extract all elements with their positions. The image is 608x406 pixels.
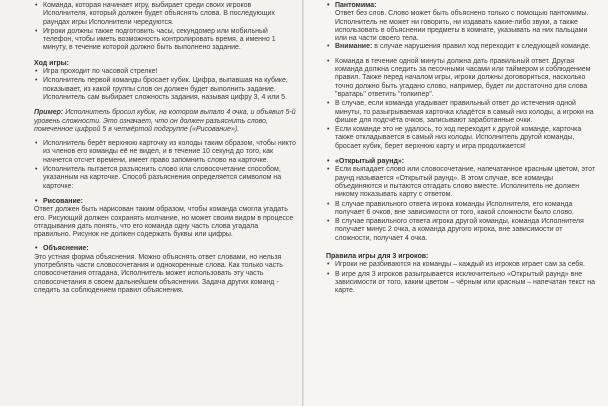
list-item: • Игроки должны также подготовить часы, секундомер или мобильный телефон, чтобы иметь возможность контролировать время, а именно 1 минуту, в течение которой должно быть выполнено задание. bbox=[34, 28, 296, 53]
three-players-heading: Правила игры для 3 игроков: bbox=[326, 253, 429, 261]
list-item: • Игра проходит по часовой стрелке! bbox=[34, 68, 296, 76]
open-round-list bbox=[326, 166, 598, 243]
list-item: • Исполнитель первой команды бросает кубик. Цифра, выпавшая на кубике, показывает, из какой группы слов он должен будет выполнить задание. Исполнитель сам выбирает сложность задания, называя цифру 3, 4 или 5. bbox=[34, 77, 296, 102]
explain-text: Это устная форма объяснения. Можно объяснять ответ словами, но нельзя употреблять части словосочетания и однокоренные слова. Как только часть словосочетания отгадана, Исполнитель может использовать эту часть словосочетания в своем дальнейшем объяснении. Задача других команд - следить за соблюдением правил объяснения. bbox=[34, 253, 283, 294]
list-item: • Команда, которая начинает игру, выбирает среди своих игроков Исполнителя, который должен будет объяснять слова. В последующих раундах игры Исполнители чередуются. bbox=[34, 2, 296, 27]
attention-item bbox=[326, 43, 598, 51]
list-item: • Если команде это не удалось, то ход переходит к другой команде, карточка также откладывается в самый низ колоды. Исполнитель другой команды, бросает кубик, берет верхнюю карту и игра продолжается! bbox=[326, 126, 598, 151]
rules-list bbox=[326, 58, 598, 151]
pantomime-heading: • Пантомима: bbox=[326, 2, 598, 10]
example-label: Пример: bbox=[34, 109, 64, 117]
list-item: • Команда в течение одной минуты должна дать правильный ответ. Другая команда должна следить за песочными часами или таймером и соблюдением правил. Также перед началом игры, игроки должны договориться, насколько точно должно быть угадано слово, например, будет ли достаточно для слова "вратарь" ответить "голкипер". bbox=[326, 58, 598, 99]
course-list bbox=[34, 68, 296, 102]
course-heading: Ход игры: bbox=[34, 59, 69, 67]
attention-list bbox=[326, 43, 598, 51]
list-item: • В игре для 3 игроков разыгрывается исключительно «Открытый раунд» вне зависимости от того, каким цветом – чёрным или красным – напечатан текст на карте. bbox=[326, 271, 598, 296]
list-item: • Исполнитель берёт верхнюю карточку из колоды таким образом, чтобы никто из членов его команды её не видел, и в течение 10 секунд до того, как начнется отсчет времени, имеет право запомнить слово на карточке. bbox=[34, 140, 296, 165]
pantomime-heading-list bbox=[326, 2, 598, 10]
intro-list bbox=[34, 2, 296, 53]
open-round-heading-list bbox=[326, 158, 598, 166]
list-item: • В случае правильного ответа игрока команды Исполнителя, его команда получает 6 очков, вне зависимости от того, какой сложности было слово. bbox=[326, 201, 598, 218]
right-page bbox=[304, 0, 608, 406]
list-item: • Если выпадает слово или словосочетание, напечатанное красным цветом, этот раунд называется «Открытый раунд». В этом случае, все команды объединяются и пытаются отгадать слово вместе. Исполнитель не должен никому показывать карту с ответом. bbox=[326, 166, 598, 199]
list-item: • В случае, если команда угадывает правильный ответ до истечения одной минуты, то разыгрываемая карточка кладётся в самый низ колоды, а игроки на фишке для подсчёта очков, записывают заработанные очки. bbox=[326, 100, 598, 125]
attention-label: Внимание: bbox=[335, 43, 373, 51]
open-round-heading: • «Открытый раунд»: bbox=[326, 158, 598, 166]
drawing-text: Ответ должен быть нарисован таким образом, чтобы команда смогла угадать его. Рисующий должен сохранять молчание, но может своим видом в процессе отгадывания дать понять, что его команда одну часть слова угадала правильно. Рисунок не должен содержать буквы или цифры. bbox=[34, 206, 294, 239]
drawing-heading-list bbox=[34, 198, 296, 206]
example-text: Исполнитель бросил кубик, на котором выпало 4 очка, и объявил 5-й уровень сложности. Это означает, что он должен разъяснить слово, помеченное цифрой 5 в четвёртой подгруппе («Рисование»). bbox=[34, 109, 296, 133]
explain-heading-list bbox=[34, 245, 296, 253]
attention-text: в случае нарушения правил ход переходит к следующей команде. bbox=[374, 43, 591, 51]
list-item: • В случае правильного ответа игрока другой команды, команда Исполнителя получает минус 2 очка, а команда другого игрока, вне зависимости от сложности, получает 4 очка. bbox=[326, 218, 598, 243]
task-list bbox=[34, 140, 296, 191]
list-item: • Исполнитель пытается разъяснить слово или словосочетание способом, указанным на карточке. Способ разъяснения определяется символом на карточке: bbox=[34, 166, 296, 191]
example-paragraph bbox=[34, 109, 296, 134]
pantomime-text: Ответ без слов. Слово может быть объяснено только с помощью пантомимы. Исполнитель не может ни говорить, ни издавать какие-либо звуки, а также использовать в объяснении предметы в комнате, указывать на них пальцами или на части своего тела. bbox=[335, 10, 589, 43]
explain-heading: • Объяснение: bbox=[34, 245, 296, 253]
three-players-list bbox=[326, 261, 598, 295]
drawing-heading: • Рисование: bbox=[34, 198, 296, 206]
list-item: • Игроки не разбиваются на команды – каждый из игроков играет сам за себя. bbox=[326, 261, 598, 269]
